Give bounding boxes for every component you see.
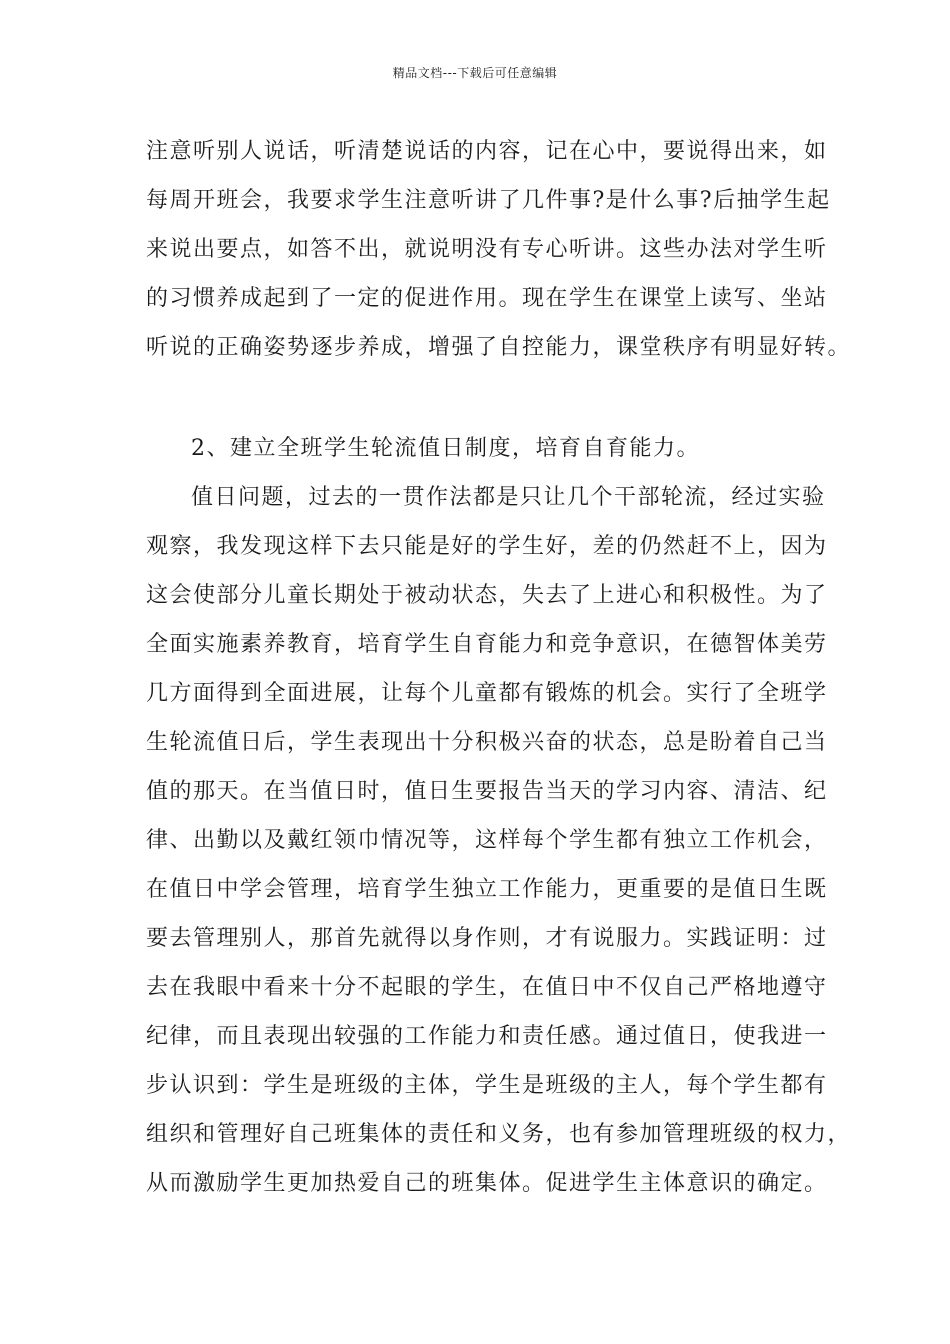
page-header: 精品文档---下载后可任意编辑: [392, 66, 558, 80]
section-heading-text: 2、建立全班学生轮流值日制度，培育自育能力。: [191, 436, 700, 461]
paragraph-line: 值的那天。在当值日时，值日生要报告当天的学习内容、清洁、纪: [146, 779, 828, 804]
paragraph-line: 注意听别人说话，听清楚说话的内容，记在心中，要说得出来，如: [146, 139, 828, 164]
paragraph-line: 全面实施素养教育，培育学生自育能力和竞争意识，在德智体美劳: [146, 632, 828, 657]
paragraph-2: [146, 473, 852, 1208]
paragraph-line: 听说的正确姿势逐步养成，增强了自控能力，课堂秩序有明显好转。: [146, 335, 852, 360]
paragraph-line: 的习惯养成起到了一定的促进作用。现在学生在课堂上读写、坐站: [146, 286, 828, 311]
paragraph-line: 从而激励学生更加热爱自己的班集体。促进学生主体意识的确定。: [146, 1171, 828, 1196]
paragraph-1: [146, 127, 852, 372]
paragraph-line: 在值日中学会管理，培育学生独立工作能力，更重要的是值日生既: [146, 877, 828, 902]
paragraph-line: 每周开班会，我要求学生注意听讲了几件事?是什么事?后抽学生起: [146, 188, 831, 213]
paragraph-line: 要去管理别人，那首先就得以身作则，才有说服力。实践证明：过: [146, 926, 828, 951]
paragraph-line: 生轮流值日后，学生表现出十分积极兴奋的状态，总是盼着自己当: [146, 730, 828, 755]
paragraph-line: 几方面得到全面进展，让每个儿童都有锻炼的机会。实行了全班学: [146, 681, 828, 706]
paragraph-line: 步认识到：学生是班级的主体，学生是班级的主人，每个学生都有: [146, 1073, 828, 1098]
paragraph-line: 来说出要点，如答不出，就说明没有专心听讲。这些办法对学生听: [146, 237, 828, 262]
paragraph-line: 律、出勤以及戴红领巾情况等，这样每个学生都有独立工作机会，: [146, 828, 828, 853]
paragraph-line: 纪律，而且表现出较强的工作能力和责任感。通过值日，使我进一: [146, 1024, 828, 1049]
paragraph-line: 值日问题，过去的一贯作法都是只让几个干部轮流，经过实验: [191, 485, 826, 510]
paragraph-line: 观察，我发现这样下去只能是好的学生好，差的仍然赶不上，因为: [146, 534, 828, 559]
paragraph-line: 组织和管理好自己班集体的责任和义务，也有参加管理班级的权力，: [146, 1122, 852, 1147]
paragraph-line: 这会使部分儿童长期处于被动状态，失去了上进心和积极性。为了: [146, 583, 828, 608]
paragraph-line: 去在我眼中看来十分不起眼的学生，在值日中不仅自己严格地遵守: [146, 975, 828, 1000]
section-heading: [146, 424, 826, 473]
